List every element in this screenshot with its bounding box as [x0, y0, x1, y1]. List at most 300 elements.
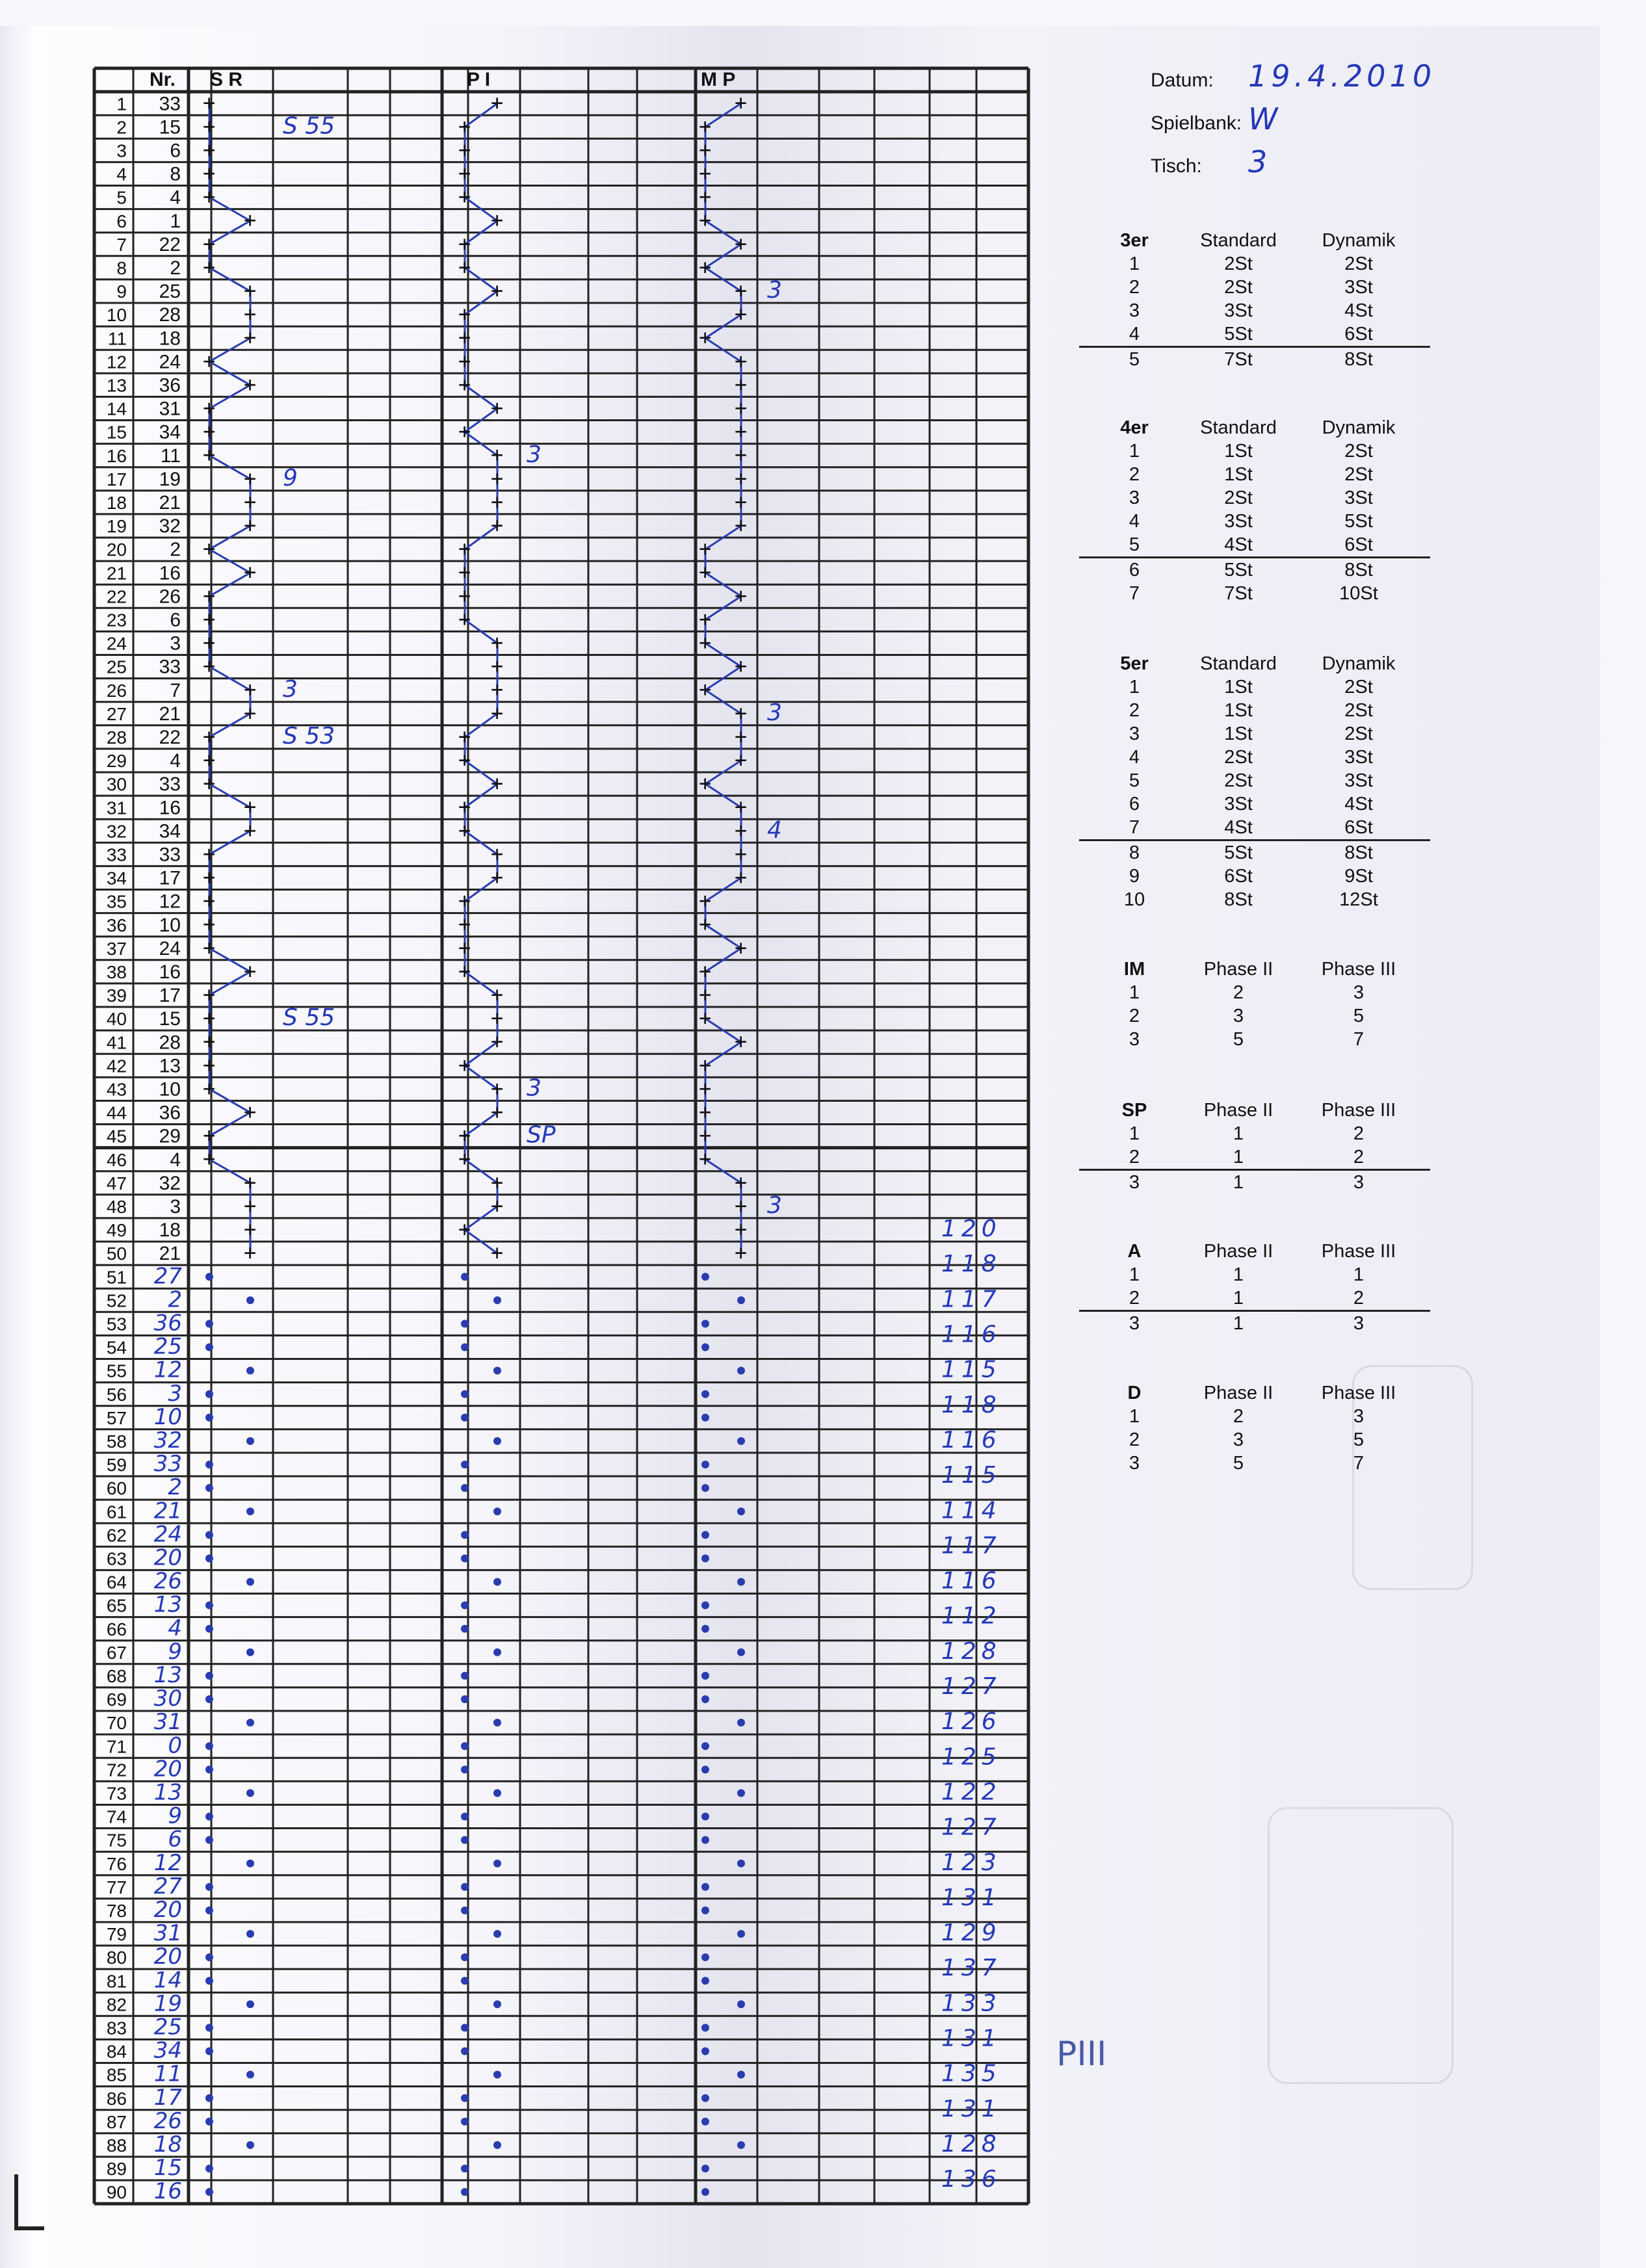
pi-mark: +: [458, 325, 471, 350]
stake-cell: 1: [1129, 1123, 1140, 1144]
running-total: 118: [941, 1251, 1002, 1278]
row-number: 16: [106, 445, 127, 466]
stake-cell: 3: [1353, 1171, 1365, 1193]
running-total: 112: [941, 1602, 1002, 1630]
stake-cell: 8St: [1344, 842, 1373, 863]
spin-number-handwritten: 21: [153, 1498, 182, 1524]
row-number: 48: [106, 1196, 127, 1217]
sr-mark: +: [203, 1146, 216, 1171]
stake-table-row: [1079, 1310, 1430, 1335]
row-number: 31: [106, 798, 127, 818]
mp-mark: +: [699, 1052, 712, 1078]
stake-table-row: [1079, 276, 1430, 299]
spin-number: 25: [159, 281, 181, 303]
mp-dot: [737, 1367, 745, 1375]
running-total: 123: [941, 1849, 1002, 1876]
pi-mark: +: [491, 1193, 504, 1218]
pi-mark: +: [491, 1240, 504, 1266]
mp-dot: [737, 1507, 745, 1515]
stake-table-row: [1079, 675, 1430, 699]
pi-dot: [461, 1461, 469, 1468]
mp-dot: [701, 1977, 709, 1985]
spin-number: 17: [159, 867, 181, 889]
pi-dot: [461, 2118, 469, 2126]
pi-mark: +: [458, 560, 471, 585]
sr-dot: [246, 2141, 254, 2149]
table-grid: [94, 68, 1028, 2204]
annotation: 4: [767, 816, 782, 844]
row-number: 65: [106, 1595, 127, 1616]
sr-mark: +: [203, 982, 216, 1007]
spin-number-handwritten: 12: [153, 1849, 182, 1876]
running-total: 125: [941, 1743, 1002, 1771]
spin-number-handwritten: 4: [168, 1615, 182, 1641]
spin-number: 15: [159, 1008, 181, 1030]
pi-dot: [461, 1531, 469, 1539]
sr-mark: +: [203, 137, 216, 163]
sr-dot: [246, 2071, 254, 2079]
sr-mark: +: [244, 958, 257, 984]
mp-dot: [701, 1812, 709, 1820]
stake-cell: 4St: [1344, 300, 1373, 321]
pi-mark: +: [491, 1029, 504, 1054]
pi-dot: [493, 2000, 501, 2008]
spin-number-handwritten: 25: [153, 2014, 182, 2040]
row-number: 15: [106, 422, 127, 443]
row-number: 54: [106, 1337, 127, 1358]
pi-dot: [461, 1836, 469, 1844]
pi-mark: +: [458, 1123, 471, 1148]
sr-mark: +: [203, 1123, 216, 1148]
sr-dot: [205, 1953, 213, 1961]
spin-number: 21: [159, 703, 181, 725]
stake-cell: 4St: [1224, 816, 1253, 838]
row-number: 63: [106, 1548, 127, 1569]
row-number: 73: [106, 1783, 127, 1804]
stake-cell: 2St: [1344, 723, 1373, 744]
row-number: 29: [106, 751, 127, 772]
mp-mark: +: [699, 1099, 712, 1125]
sr-mark: +: [203, 536, 216, 562]
stake-cell: 2: [1353, 1123, 1365, 1144]
stake-header-cell: Standard: [1200, 653, 1277, 674]
pi-mark: +: [458, 606, 471, 632]
stake-table-row: [1079, 816, 1430, 839]
stake-cell: 4St: [1344, 793, 1373, 815]
sr-mark: +: [203, 723, 216, 749]
row-number: 18: [106, 492, 127, 513]
pi-dot: [461, 1320, 469, 1327]
pi-dot: [461, 2047, 469, 2055]
running-total: 128: [941, 2130, 1002, 2157]
row-number: 33: [106, 844, 127, 865]
pi-dot: [461, 1414, 469, 1422]
stake-cell: 2St: [1224, 276, 1253, 298]
mp-mark: +: [735, 489, 748, 514]
mp-dot: [701, 1672, 709, 1680]
stake-cell: 6St: [1344, 323, 1373, 345]
stake-table-row: [1079, 510, 1430, 533]
mp-dot: [737, 1296, 745, 1304]
spin-number-handwritten: 31: [153, 1920, 182, 1947]
pi-mark: +: [458, 372, 471, 397]
running-total: 131: [941, 2025, 1002, 2052]
stake-cell: 2St: [1344, 440, 1373, 462]
stake-cell: 2: [1129, 276, 1140, 298]
spin-number-handwritten: 14: [153, 1967, 182, 1994]
stake-cell: 1: [1233, 1146, 1244, 1167]
mp-mark: +: [699, 771, 712, 796]
stake-header-cell: Dynamik: [1322, 229, 1396, 251]
stake-cell: 4: [1129, 746, 1140, 768]
running-total: 117: [941, 1532, 1002, 1559]
sr-mark: +: [244, 1240, 257, 1266]
sr-dot: [205, 1273, 213, 1281]
annotation: 3: [283, 675, 298, 703]
mp-dot: [737, 2071, 745, 2079]
sr-dot: [246, 1860, 254, 1868]
row-number: 50: [106, 1244, 127, 1264]
pi-dot: [461, 2024, 469, 2031]
pi-mark: +: [491, 465, 504, 491]
sr-dot: [205, 1672, 213, 1680]
spin-number: 3: [170, 632, 181, 655]
stake-table-im: [1079, 958, 1430, 1051]
sr-mark: +: [203, 630, 216, 655]
spin-number-handwritten: 20: [153, 1896, 182, 1923]
mp-mark: +: [699, 677, 712, 702]
stake-cell: 3St: [1224, 793, 1253, 815]
sr-mark: +: [203, 114, 216, 139]
mp-dot: [701, 1602, 709, 1610]
row-number: 10: [106, 305, 127, 326]
spin-number-handwritten: 3: [168, 1380, 182, 1407]
pi-mark: +: [458, 818, 471, 843]
stake-cell: 2: [1233, 982, 1244, 1003]
stake-cell: 8St: [1344, 559, 1373, 580]
stake-header-cell: Dynamik: [1322, 417, 1396, 438]
mp-mark: +: [735, 512, 748, 538]
stake-table-row: [1079, 1169, 1430, 1194]
spin-number-handwritten: 36: [153, 1310, 182, 1336]
row-number: 66: [106, 1619, 127, 1639]
row-number: 57: [106, 1407, 127, 1428]
row-number: 49: [106, 1220, 127, 1241]
spin-number: 18: [159, 328, 181, 350]
stake-header-cell: Phase II: [1203, 1099, 1274, 1121]
spin-number: 6: [170, 140, 181, 162]
mp-mark: +: [699, 325, 712, 350]
sr-dot: [246, 1367, 254, 1375]
mp-mark: +: [699, 911, 712, 937]
row-number: 9: [116, 281, 127, 302]
row-number: 5: [116, 187, 127, 208]
stake-cell: 3St: [1344, 770, 1373, 791]
stake-table-row: [1079, 865, 1430, 888]
running-total: 135: [941, 2060, 1002, 2087]
row-number: 24: [106, 633, 127, 654]
stake-header-cell: Phase II: [1203, 1382, 1274, 1403]
spin-number: 28: [159, 304, 181, 326]
mp-dot: [737, 1649, 745, 1656]
pi-dot: [493, 2141, 501, 2149]
annotation: 9: [283, 464, 298, 491]
stake-cell: 3: [1129, 1452, 1140, 1474]
stake-table-row: [1079, 582, 1430, 605]
sr-mark: +: [244, 677, 257, 702]
row-number: 17: [106, 469, 127, 489]
sr-dot: [246, 1296, 254, 1304]
running-total: 118: [941, 1391, 1002, 1418]
row-number: 27: [106, 703, 127, 724]
stake-cell: 6St: [1344, 534, 1373, 555]
running-total: 131: [941, 2095, 1002, 2122]
running-total: 116: [941, 1321, 1002, 1348]
pi-dot: [493, 1789, 501, 1797]
running-total: 122: [941, 1779, 1002, 1806]
row-number: 82: [106, 1994, 127, 2015]
annotation: 3: [527, 441, 542, 468]
spin-number-handwritten: 10: [153, 1403, 182, 1430]
pi-mark: +: [491, 982, 504, 1007]
spin-number: 31: [159, 398, 181, 420]
pi-mark: +: [458, 114, 471, 139]
mp-mark: +: [699, 888, 712, 913]
spin-number: 33: [159, 844, 181, 866]
spin-number: 22: [159, 726, 181, 748]
sr-dot: [205, 1343, 213, 1351]
pi-mark: +: [491, 278, 504, 303]
sr-dot: [205, 1695, 213, 1703]
row-number: 43: [106, 1079, 127, 1100]
pi-mark: +: [491, 489, 504, 514]
sr-dot: [205, 1484, 213, 1492]
stake-cell: 3: [1129, 1028, 1140, 1050]
stake-cell: 3St: [1344, 487, 1373, 508]
mp-mark: +: [699, 1123, 712, 1148]
mp-mark: +: [699, 254, 712, 280]
row-number: 8: [116, 257, 127, 278]
mp-dot: [701, 1273, 709, 1281]
stake-cell: 10: [1123, 889, 1145, 910]
spin-number-handwritten: 27: [153, 1263, 182, 1290]
row-number: 19: [106, 516, 127, 537]
stake-cell: 1: [1353, 1264, 1365, 1285]
stake-cell: 1St: [1224, 699, 1253, 721]
row-number: 42: [106, 1056, 127, 1076]
sr-mark: +: [203, 90, 216, 116]
stake-header-cell: A: [1127, 1240, 1142, 1262]
sr-dot: [205, 1461, 213, 1468]
sr-dot: [205, 1836, 213, 1844]
spin-number: 10: [159, 914, 181, 936]
mp-dot: [701, 1531, 709, 1539]
sr-mark: +: [203, 865, 216, 890]
mp-dot: [701, 1742, 709, 1750]
stake-header-cell: 3er: [1120, 229, 1149, 251]
sr-dot: [246, 1719, 254, 1727]
pi-dot: [461, 1273, 469, 1281]
sr-mark: +: [244, 489, 257, 514]
stake-table-row: [1079, 839, 1430, 865]
sr-mark: +: [203, 395, 216, 421]
stake-cell: 5: [1353, 1005, 1365, 1026]
stake-header-cell: Phase II: [1203, 958, 1274, 980]
stake-table-header: [1079, 1240, 1430, 1263]
stake-header-cell: Phase III: [1321, 1240, 1396, 1262]
pi-mark: +: [458, 254, 471, 280]
pi-dot: [461, 2188, 469, 2196]
sr-mark: +: [244, 560, 257, 585]
mp-mark: +: [735, 1240, 748, 1266]
mp-dot: [737, 1860, 745, 1868]
mp-dot: [701, 1554, 709, 1562]
annotation: 3: [767, 277, 782, 304]
spin-number: 21: [159, 491, 181, 514]
stake-cell: 1: [1233, 1287, 1244, 1309]
sr-dot: [205, 1742, 213, 1750]
mp-mark: +: [699, 1076, 712, 1101]
mp-mark: +: [735, 302, 748, 327]
pi-mark: +: [458, 419, 471, 444]
spin-number-handwritten: 19: [153, 1990, 182, 2017]
running-total: 126: [941, 1708, 1002, 1736]
stake-table-row: [1079, 1428, 1430, 1452]
spin-number: 26: [159, 586, 181, 608]
sr-mark: +: [203, 1076, 216, 1101]
mp-mark: +: [735, 935, 748, 960]
pi-dot: [493, 1367, 501, 1375]
sr-mark: +: [203, 911, 216, 937]
stake-cell: 2St: [1344, 253, 1373, 274]
stake-table-row: [1079, 439, 1430, 463]
pi-mark: +: [458, 536, 471, 562]
row-number: 77: [106, 1877, 127, 1897]
mp-dot: [701, 1766, 709, 1773]
mp-mark: +: [699, 137, 712, 163]
pi-mark: +: [491, 395, 504, 421]
row-number: 67: [106, 1642, 127, 1663]
stake-cell: 3: [1353, 982, 1365, 1003]
sr-mark: +: [203, 771, 216, 796]
sr-mark: +: [203, 841, 216, 867]
pi-dot: [461, 1953, 469, 1961]
spin-number-handwritten: 12: [153, 1357, 182, 1383]
mp-mark: +: [735, 90, 748, 116]
stake-cell: 3: [1129, 1171, 1140, 1193]
running-total: 137: [941, 1955, 1002, 1982]
stake-cell: 6St: [1344, 816, 1373, 838]
sr-mark: +: [203, 1006, 216, 1031]
stake-cell: 2: [1129, 1005, 1140, 1026]
mp-mark: +: [735, 700, 748, 725]
stake-cell: 7St: [1224, 348, 1253, 370]
stake-cell: 1: [1129, 982, 1140, 1003]
sr-mark: +: [244, 278, 257, 303]
stake-cell: 9St: [1344, 865, 1373, 887]
running-total: 127: [941, 1673, 1002, 1701]
stake-header-cell: IM: [1123, 958, 1145, 980]
row-number: 88: [106, 2135, 127, 2156]
stake-cell: 3St: [1224, 300, 1253, 321]
stake-header-cell: Phase III: [1321, 1099, 1396, 1121]
sr-mark: +: [244, 1193, 257, 1218]
pi-mark: +: [458, 231, 471, 256]
row-number: 55: [106, 1361, 127, 1381]
stake-table-row: [1079, 746, 1430, 769]
stake-cell: 1: [1233, 1264, 1244, 1285]
mp-mark: +: [735, 231, 748, 256]
pi-mark: +: [458, 888, 471, 913]
stake-cell: 3: [1353, 1405, 1365, 1427]
stake-header-cell: Phase III: [1321, 958, 1396, 980]
pi-dot: [493, 1649, 501, 1656]
spin-number-handwritten: 25: [153, 1333, 182, 1360]
mp-dot: [701, 1343, 709, 1351]
spin-number-handwritten: 15: [153, 2155, 182, 2182]
row-number: 28: [106, 727, 127, 748]
spin-number-handwritten: 33: [153, 1451, 182, 1478]
stake-cell: 9: [1129, 865, 1140, 887]
row-number: 53: [106, 1314, 127, 1335]
stake-table-header: [1079, 958, 1430, 981]
sr-mark: +: [244, 818, 257, 843]
row-number: 32: [106, 821, 127, 842]
spin-number-handwritten: 24: [153, 1521, 182, 1548]
spin-number-handwritten: 27: [153, 1873, 182, 1899]
side-note: PIII: [1056, 2035, 1107, 2074]
stake-cell: 4: [1129, 510, 1140, 532]
spin-number: 36: [159, 1102, 181, 1124]
pi-dot: [493, 1437, 501, 1445]
stake-table-row: [1079, 1145, 1430, 1169]
sr-mark: +: [244, 1216, 257, 1242]
pi-dot: [493, 1296, 501, 1304]
spin-number: 17: [159, 985, 181, 1007]
running-total: 128: [941, 1637, 1002, 1665]
pi-mark: +: [458, 911, 471, 937]
stake-header-cell: 5er: [1120, 653, 1149, 674]
stake-cell: 5: [1129, 770, 1140, 791]
row-number: 81: [106, 1971, 127, 1992]
sr-dot: [205, 1766, 213, 1773]
stake-cell: 1: [1233, 1171, 1244, 1193]
stake-table-3er: [1079, 229, 1430, 371]
row-number: 11: [107, 328, 127, 349]
row-number: 83: [106, 2018, 127, 2039]
date-label: Datum:: [1151, 70, 1214, 91]
stake-table-d: [1079, 1381, 1430, 1475]
stake-header-cell: Dynamik: [1322, 653, 1396, 674]
row-number: 75: [106, 1830, 127, 1851]
pi-mark: +: [458, 723, 471, 749]
sr-mark: +: [203, 161, 216, 186]
row-number: 37: [106, 938, 127, 959]
session-info: [1151, 59, 1435, 187]
sr-dot: [205, 2094, 213, 2102]
spin-number-handwritten: 0: [168, 1732, 182, 1759]
stake-cell: 3: [1129, 1312, 1140, 1334]
pi-mark: +: [458, 935, 471, 960]
stake-header-cell: Phase III: [1321, 1382, 1396, 1403]
spin-number-handwritten: 13: [153, 1662, 182, 1688]
row-number: 78: [106, 1900, 127, 1921]
spin-number: 32: [159, 1172, 181, 1194]
running-total: 131: [941, 1884, 1002, 1911]
stake-table-row: [1079, 463, 1430, 486]
row-number: 87: [106, 2111, 127, 2132]
pi-dot: [493, 1719, 501, 1727]
